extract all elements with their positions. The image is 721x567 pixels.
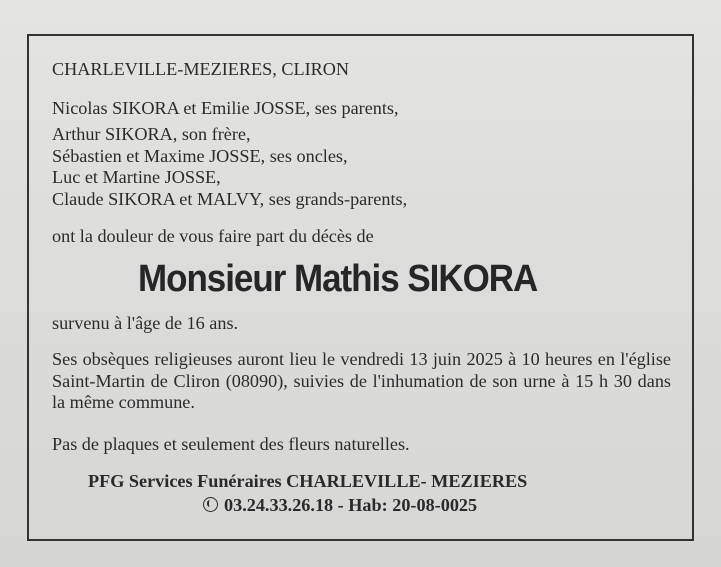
- flowers-note: Pas de plaques et seulement des fleurs naturelles.: [52, 434, 410, 454]
- family-line-parents: Nicolas SIKORA et Emilie JOSSE, ses parents,: [52, 98, 399, 118]
- family-line-brother: Arthur SIKORA, son frère,: [52, 124, 251, 144]
- family-line-grandparents: Claude SIKORA et MALVY, ses grands-parents,: [52, 189, 408, 209]
- phone-icon: [203, 497, 218, 512]
- deceased-name: Monsieur Mathis SIKORA: [138, 258, 538, 300]
- announcement-intro: ont la douleur de vous faire part du décès de: [52, 226, 374, 246]
- family-line-uncle-aunt: Luc et Martine JOSSE,: [52, 167, 221, 187]
- location-heading: CHARLEVILLE-MEZIERES, CLIRON: [52, 59, 350, 79]
- funeral-home-contact: 03.24.33.26.18 - Hab: 20-08-0025: [224, 495, 478, 515]
- funeral-home-contact-line: [203, 495, 477, 515]
- funeral-home-name: PFG Services Funéraires CHARLEVILLE- MEZIERES: [88, 471, 528, 491]
- family-line-uncles: Sébastien et Maxime JOSSE, ses oncles,: [52, 146, 348, 166]
- age-line: survenu à l'âge de 16 ans.: [52, 313, 239, 333]
- funeral-details: Ses obsèques religieuses auront lieu le vendredi 13 juin 2025 à 10 heures en l'église Saint-Martin de Cliron (08090), suivies de l'inhumation de son urne à 15 h 30 dans la même commune.: [52, 349, 671, 412]
